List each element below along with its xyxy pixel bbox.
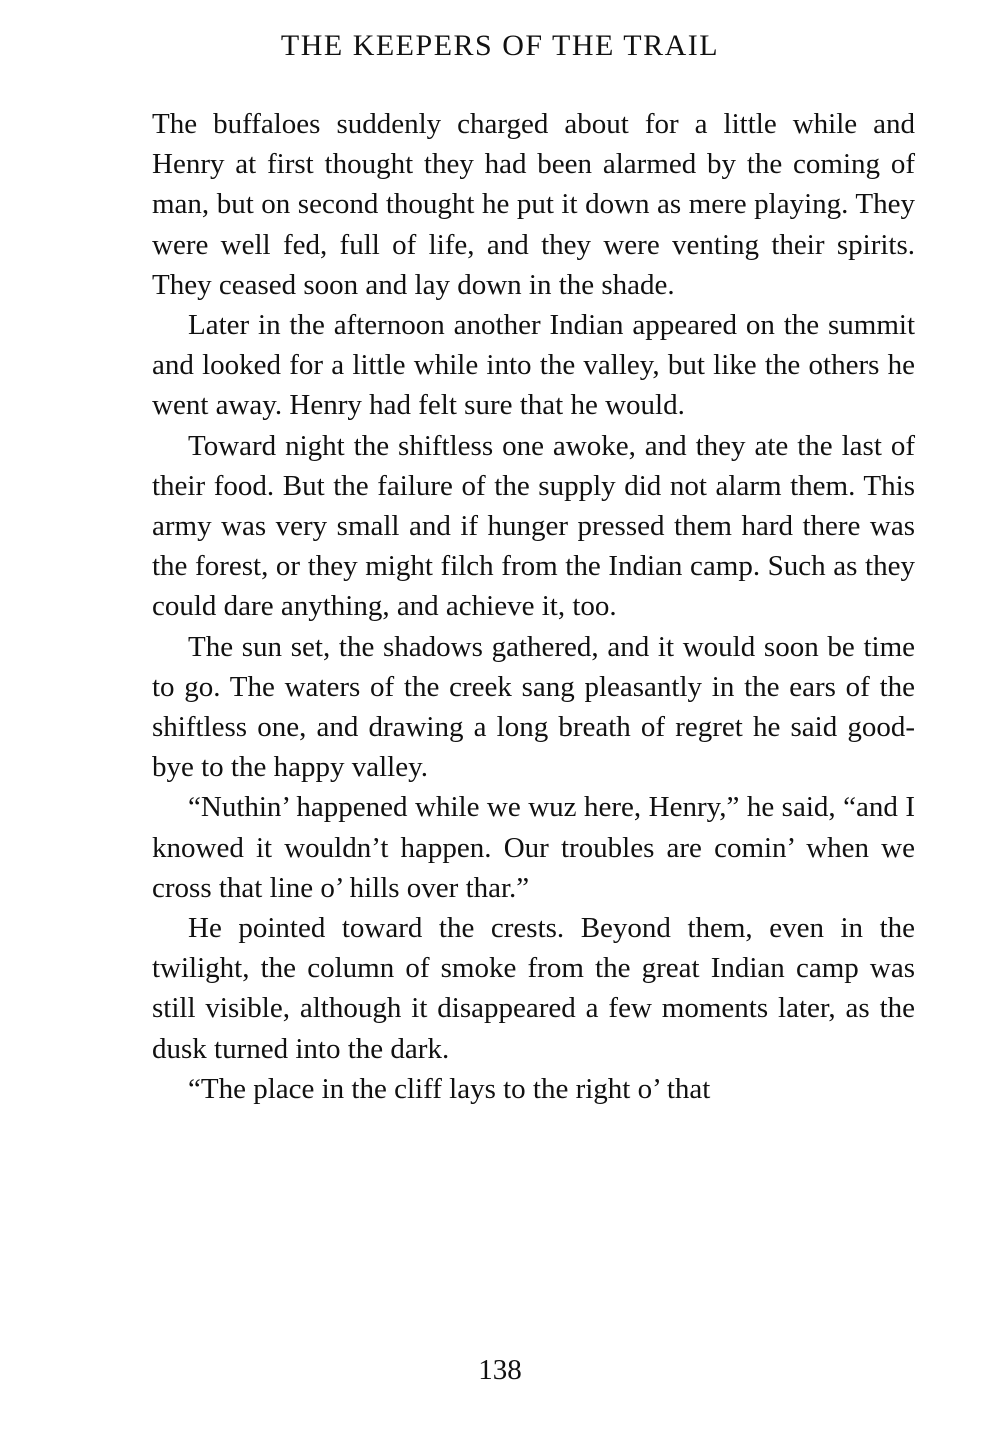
paragraph: He pointed toward the crests. Beyond them, even in the twilight, the column of smoke from the great Indian camp was still visible, although it disappeared a few moments later, as the dusk turned into the dark. [152, 912, 915, 1065]
paragraph: “The place in the cliff lays to the right o’ that [188, 1072, 711, 1105]
paragraph: The buffaloes suddenly charged about for a little while and Henry at first thought they had been alarmed by the coming of man, but on second thought he put it down as mere playing. They were well fed, full of life, and they were venting their spirits. They ceased soon and lay down in the shade. [152, 108, 915, 301]
paragraph: Later in the afternoon another Indian appeared on the summit and looked for a little while into the valley, but like the others he went away. Henry had felt sure that he would. [152, 309, 915, 422]
paragraph: “Nuthin’ happened while we wuz here, Henry,” he said, “and I knowed it wouldn’t happen. Our troubles are comin’ when we cross that line o’ hills over thar.” [152, 791, 915, 904]
running-head: THE KEEPERS OF THE TRAIL [280, 29, 720, 62]
paragraph: Toward night the shiftless one awoke, and they ate the last of their food. But the failure of the supply did not alarm them. This army was very small and if hunger pressed them hard there was the forest, or they might filch from the Indian camp. Such as they could dare anything, and achieve it, too. [152, 429, 915, 623]
paragraph: The sun set, the shadows gathered, and it would soon be time to go. The waters of the creek sang pleasantly in the ears of the shiftless one, and drawing a long breath of regret he said good-bye to the happy valley. [152, 630, 915, 784]
body-text [152, 104, 915, 1109]
page-number: 138 [478, 1354, 522, 1386]
